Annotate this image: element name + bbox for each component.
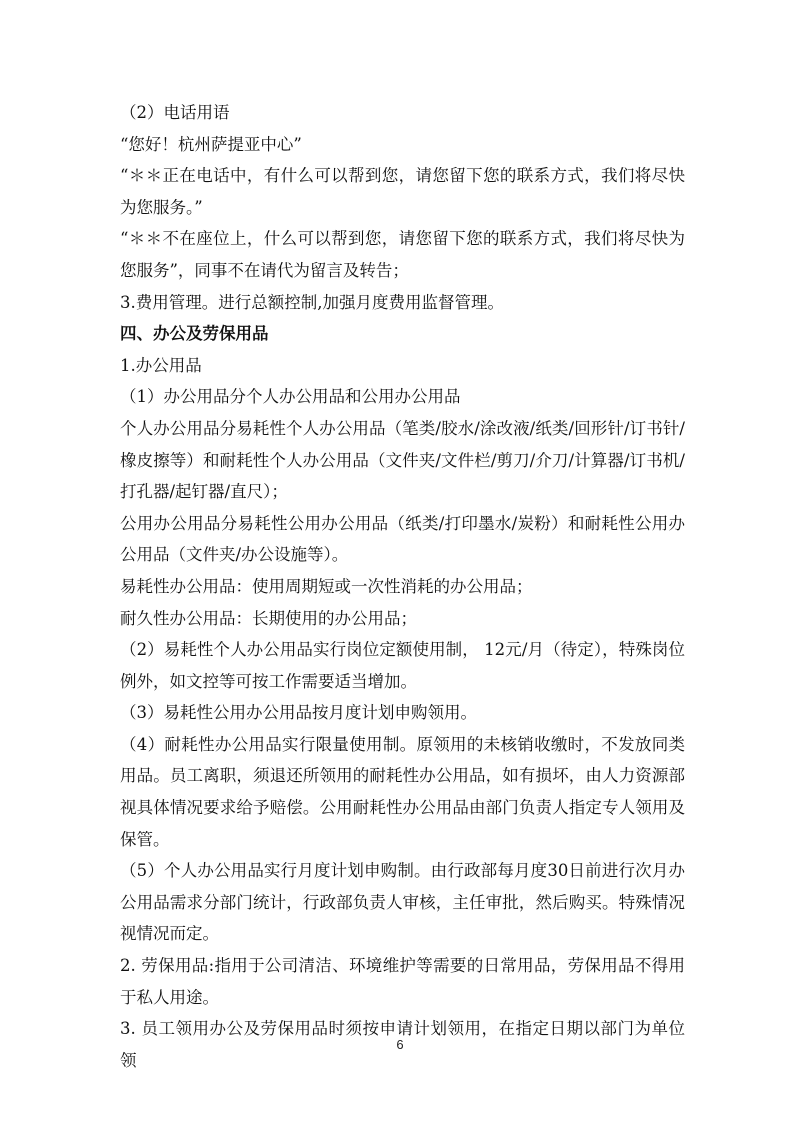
section-heading-office-supplies: 四、办公及劳保用品 [120, 324, 269, 344]
paragraph-item-4: （4）耐耗性办公用品实行限量使用制。原领用的未核销收缴时，不发放同类用品。员工离职，须退还所领用的耐耗性办公用品，如有损坏，由人力资源部视具体情况要求给予赔偿。公用耐耗性办公用品由部门负责人指定专人领用及保管。 [120, 734, 685, 849]
paragraph-consumable-definition: 易耗性办公用品：使用周期短或一次性消耗的办公用品； [120, 576, 533, 596]
paragraph-item-1: （1）办公用品分个人办公用品和公用办公用品 [120, 387, 461, 407]
subheading-office-supplies: 1.办公用品 [120, 355, 202, 375]
paragraph-cost-management: 3.费用管理。进行总额控制,加强月度费用监督管理。 [120, 292, 504, 312]
paragraph-item-2: （2）易耗性个人办公用品实行岗位定额使用制， 12元/月（待定），特殊岗位例外，如文控等可按工作需要适当增加。 [120, 640, 685, 691]
paragraph-labor-supplies: 2. 劳保用品:指用于公司清洁、环境维护等需要的日常用品，劳保用品不得用于私人用途。 [120, 956, 685, 1007]
paragraph-durable-definition: 耐久性办公用品：长期使用的办公用品； [120, 608, 417, 628]
paragraph-personal-supplies: 个人办公用品分易耗性个人办公用品（笔类/胶水/涂改液/纸类/回形针/订书针/橡皮擦等）和耐耗性个人办公用品（文件夹/文件栏/剪刀/介刀/计算器/订书机/打孔器/起钉器/直尺）； [120, 418, 685, 502]
paragraph-item-3: （3）易耗性公用办公用品按月度计划申购领用。 [120, 703, 477, 723]
paragraph-item-5: （5）个人办公用品实行月度计划申购制。由行政部每月度30日前进行次月办公用品需求分部门统计，行政部负责人审核，主任审批，然后购买。特殊情况视情况而定。 [120, 861, 685, 944]
page-number: 6 [396, 1037, 404, 1052]
paragraph-public-supplies: 公用办公用品分易耗性公用办公用品（纸类/打印墨水/炭粉）和耐耗性公用办公用品（文件夹/办公设施等）。 [120, 513, 685, 565]
paragraph-phone-heading: （2）电话用语 [120, 103, 230, 122]
paragraph-requisition: 3. 员工领用办公及劳保用品时须按申请计划领用，在指定日期以部门为单位领 [120, 1019, 685, 1070]
paragraph-greeting: “您好！杭州萨提亚中心” [120, 134, 302, 154]
paragraph-phone-busy: “＊＊正在电话中，有什么可以帮到您，请您留下您的联系方式，我们将尽快为您服务。” [120, 166, 685, 217]
page-body [120, 97, 685, 1076]
paragraph-phone-away: “＊＊不在座位上，什么可以帮到您，请您留下您的联系方式，我们将尽快为您服务”，同事不在请代为留言及转告； [120, 229, 685, 280]
